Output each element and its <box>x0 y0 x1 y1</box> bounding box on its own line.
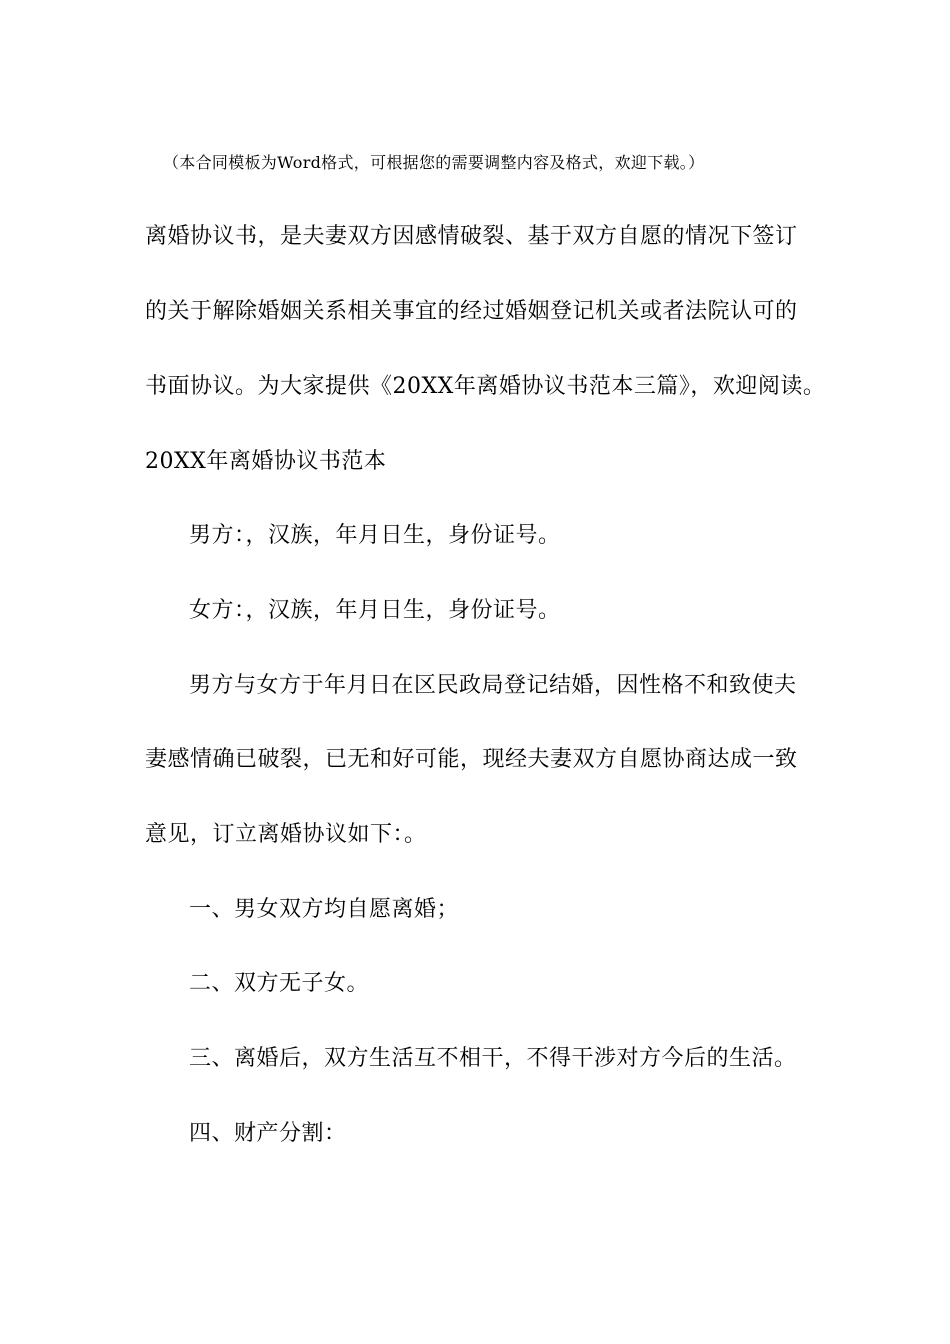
statement-line-2: 妻感情确已破裂，已无和好可能，现经夫妻双方自愿协商达成一致 <box>145 747 798 772</box>
statement-line-1: 男方与女方于年月日在区民政局登记结婚，因性格不和致使夫 <box>189 673 797 698</box>
clause-2: 二、双方无子女。 <box>189 971 370 996</box>
template-note: （本合同模板为Word格式，可根据您的需要调整内容及格式，欢迎下载。） <box>163 153 705 172</box>
intro-line-3: 书面协议。为大家提供《20XX年离婚协议书范本三篇》，欢迎阅读。 <box>145 374 826 399</box>
clause-4: 四、财产分割： <box>189 1121 347 1146</box>
clause-3: 三、离婚后，双方生活互不相干，不得干涉对方今后的生活。 <box>189 1046 797 1071</box>
intro-line-2: 的关于解除婚姻关系相关事宜的经过婚姻登记机关或者法院认可的 <box>145 299 798 324</box>
clause-1: 一、男女双方均自愿离婚； <box>189 897 460 922</box>
document-heading: 20XX年离婚协议书范本 <box>145 449 387 474</box>
statement-line-3: 意见，订立离婚协议如下：。 <box>145 822 427 847</box>
party-male: 男方：，汉族，年月日生，身份证号。 <box>189 523 561 548</box>
party-female: 女方：，汉族，年月日生，身份证号。 <box>189 598 561 623</box>
intro-line-1: 离婚协议书，是夫妻双方因感情破裂、基于双方自愿的情况下签订 <box>145 224 798 249</box>
